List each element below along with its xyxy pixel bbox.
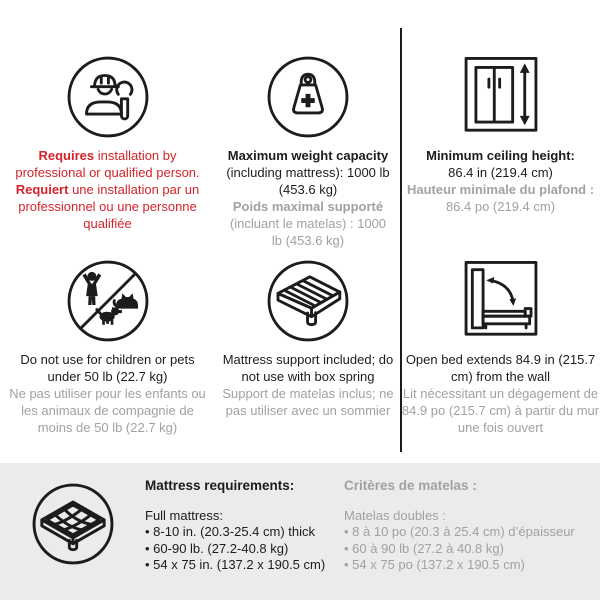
warning-max-weight-en: Maximum weight capacity (including mattress): 1000 lb (453.6 kg)	[226, 148, 390, 197]
warning-open-bed-en: Open bed extends 84.9 in (215.7 cm) from the wall	[405, 352, 596, 384]
mattress-requirements-list-fr	[344, 524, 600, 574]
warning-installation	[0, 0, 215, 230]
warning-installation-en: Requires installation by professional or qualified person.	[15, 148, 200, 180]
warning-open-bed	[401, 230, 600, 463]
warning-ceiling-height	[401, 0, 600, 230]
list-item: • 8-10 in. (20.3-25.4 cm) thick	[145, 524, 344, 541]
mattress-icon	[0, 463, 145, 600]
list-item: • 8 à 10 po (20.3 à 25.4 cm) d’épaisseur	[344, 524, 600, 541]
warning-max-weight-fr: Poids maximal supporté (incluant le matelas) : 1000 lb (453.6 kg)	[229, 199, 387, 248]
mattress-requirements-title-en: Mattress requirements:	[145, 478, 295, 493]
ceiling-height-icon	[458, 54, 544, 140]
warning-installation-fr: Requiert une installation par un professionnel ou une personne qualifiée	[15, 182, 200, 231]
warning-mattress-support-fr: Support de matelas inclus; ne pas utiliser avec un sommier	[222, 386, 394, 418]
open-bed-icon	[458, 258, 544, 344]
mattress-requirements-fr	[344, 463, 600, 600]
mattress-requirements-list-en	[145, 524, 344, 574]
mattress-requirements-subtitle-en: Full mattress:	[145, 507, 224, 523]
warning-ceiling-height-en: Minimum ceiling height: 86.4 in (219.4 cm)	[426, 148, 575, 180]
warning-no-children-pets	[0, 230, 215, 463]
mattress-requirements-section	[0, 463, 600, 600]
list-item: • 54 x 75 po (137.2 x 190.5 cm)	[344, 557, 600, 574]
warning-installation-text	[5, 147, 211, 232]
warning-no-children-pets-text	[5, 351, 211, 436]
warning-mattress-support-en: Mattress support included; do not use with box spring	[222, 352, 394, 384]
mattress-requirements-subtitle-fr: Matelas doubles :	[344, 507, 446, 523]
mattress-requirements-title-fr: Critères de matelas :	[344, 478, 477, 493]
mattress-requirements-en	[145, 463, 344, 600]
list-item: • 60 à 90 lb (27.2 à 40.8 kg)	[344, 541, 600, 558]
warning-mattress-support	[215, 230, 401, 463]
list-item: • 54 x 75 in. (137.2 x 190.5 cm)	[145, 557, 344, 574]
warning-open-bed-text	[402, 351, 600, 436]
warning-ceiling-height-text	[403, 147, 599, 215]
warning-open-bed-fr: Lit nécessitant un dégagement de 84.9 po (215.7 cm) à partir du mur une fois ouvert	[401, 386, 600, 435]
worker-wrench-icon	[65, 54, 151, 140]
no-children-pets-icon	[65, 258, 151, 344]
warning-no-children-pets-en: Do not use for children or pets under 50 lb (22.7 kg)	[20, 352, 195, 384]
mattress-support-icon	[265, 258, 351, 344]
list-item: • 60-90 lb. (27.2-40.8 kg)	[145, 541, 344, 558]
warning-max-weight	[215, 0, 401, 248]
warning-mattress-support-text	[218, 351, 398, 419]
warning-no-children-pets-fr: Ne pas utiliser pour les enfants ou les animaux de compagnie de moins de 50 lb (22.7 kg)	[9, 386, 206, 435]
weight-icon	[265, 54, 351, 140]
column-divider	[400, 28, 402, 452]
warning-ceiling-height-fr: Hauteur minimale du plafond : 86.4 po (219.4 cm)	[406, 182, 595, 214]
